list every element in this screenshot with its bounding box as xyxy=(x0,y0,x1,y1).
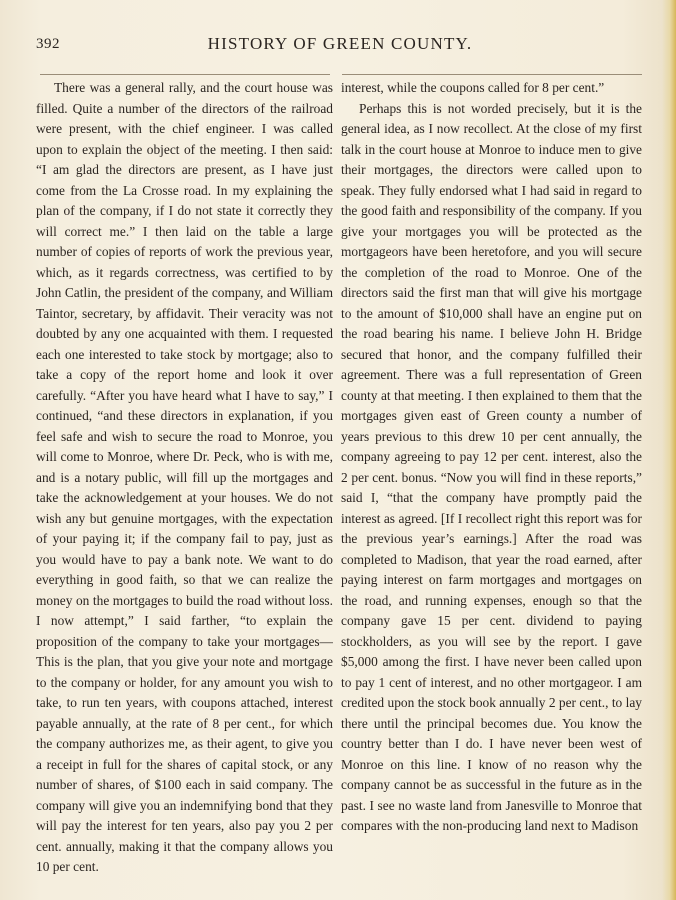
right-paragraph: Perhaps this is not worded precisely, but it is the general idea, as I now recollect. At the close of my first talk in the court house at Monroe to induce men to give their mortgages, the directors were called upon to speak. They fully endorsed what I had said in regard to the good faith and responsibility of the company. If you give your mortgages you will be protected as the mortgageors have been heretofore, and you will secure the completion of the road to Monroe. One of the directors said the first man that will give his mortgage to the amount of $10,000 shall have an engine put on the road bearing his name. I believe John H. Bridge secured that honor, and the company fulfilled their agreement. There was a full representation of Green county at that meeting. I then explained to them that the mortgages given east of Green county a number of years previous to this drew 10 per cent annually, the company agreeing to pay 12 per cent. interest, also the 2 per cent. bonus. “Now you will find in these reports,” said I, “that the company have promptly paid the interest as agreed. [If I recollect right this report was for the previous year’s earnings.] After the road was completed to Madison, that year the road earned, after paying interest on farm mortgages and mortgages on the road, and running expenses, enough so that the company gave 15 per cent. dividend to paying stockholders, as you will see by the report. I gave $5,000 among the first. I have never been called upon to pay 1 cent of interest, and no other mortgageor. I am credited upon the stock book annually 2 per cent., to lay there until the principal becomes due. You know the country better than I do. I have never been west of Monroe on this line. I know of no reason why the company cannot be as successful in the future as in the past. I see no waste land from Janesville to Monroe that compares with the non-producing land next to Madison xyxy=(341,100,642,833)
left-paragraph: There was a general rally, and the court house was filled. Quite a number of the directors of the railroad were present, with the chief engineer. I was called upon to explain the object of the meeting. I then said: “I am glad the directors are present, as I have just come from the La Crosse road. In my explaining the plan of the company, if I do not state it correctly they will correct me.” I then laid on the table a large number of copies of reports of work the previous year, which, as it regards correctness, was certified to by John Catlin, the president of the company, and William Taintor, secretary, by affidavit. Their veracity was not doubted by any one acquainted with them. I requested each one interested to take stock by mortgage; also to take a copy of the report home and look it over carefully. “After you have heard what I have to say,” I continued, “and these directors in explanation, if you feel safe and wish to secure the road to Monroe, you will come to Monroe, where Dr. Peck, who is with me, and is a notary public, will fill up the mortgages and take the acknowledgement at your houses. We do not wish any but genuine mortgages, with the expectation of your paying it; if the company fail to pay, just as you would have to pay a bank note. We want to do everything in good faith, so that we can realize the money on the mortgages to build the road without loss. I now attempt,” I said farther, “to explain the proposition of the company to take your mortgages—This is the plan, that you give your note and mortgage to the company or holder, for any amount you wish to take, to run ten years, with coupons attached, interest payable annually, at the rate of 8 per cent., for which the company authorizes me, as their agent, to give you a receipt in full for the shares of capital stock, or any number of shares, of $100 each in said company. The company will give you an indemnifying bond that they will pay the interest for ten years, also pay you 2 per cent. annually, making it that the company allows you 10 per cent. xyxy=(36,80,333,874)
left-column xyxy=(36,78,333,890)
page-number: 392 xyxy=(36,36,60,52)
right-column xyxy=(341,78,642,890)
right-paragraph-continued: interest, while the coupons called for 8 per cent.” xyxy=(341,80,605,95)
right-column-rule xyxy=(342,74,642,75)
running-head: HISTORY OF GREEN COUNTY. xyxy=(207,34,473,53)
page-header xyxy=(36,34,644,56)
page-edge-shading xyxy=(662,0,676,900)
left-column-rule xyxy=(40,74,330,75)
